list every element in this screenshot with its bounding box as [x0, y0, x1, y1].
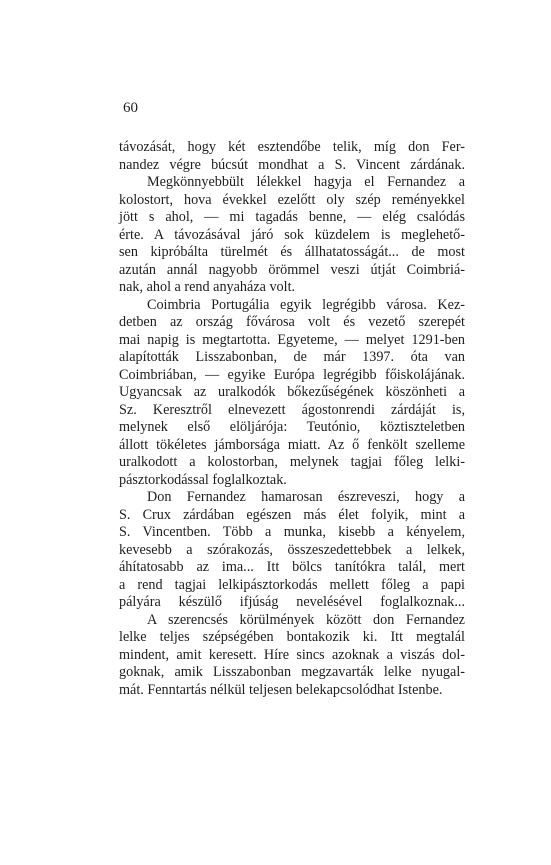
- text-line: uralkodott a kolostorban, melynek tagjai főleg lelki-: [119, 454, 465, 470]
- text-line: áhítatosabb az ima... Itt bölcs tanítókra talál, mert: [119, 559, 465, 575]
- text-line: kevesebb a szórakozás, összeszedettebbek a lelkek,: [119, 541, 465, 558]
- text-line: a rend tagjai lelkipásztorkodás mellett főleg a papi: [119, 576, 465, 593]
- text-line: mát. Fenntartás nélkül teljesen belekapcsolódhat Istenbe.: [119, 681, 443, 698]
- text-line: jött s ahol, — mi tagadás benne, — elég csalódás: [119, 209, 465, 225]
- text-line: S. Vincentben. Több a munka, kisebb a kényelem,: [119, 524, 465, 540]
- text-line: kolostort, hova évekkel ezelőtt oly szép reményekkel: [119, 191, 465, 208]
- text-line: érte. A távozásával járó sok küzdelem is meglehető-: [119, 226, 465, 243]
- text-line: mai napig is megtartotta. Egyeteme, — melyet 1291-ben: [119, 331, 465, 348]
- text-line: goknak, amik Lisszabonban megzavarták lelke nyugal-: [119, 664, 465, 680]
- text-line: állott tökéletes jámborsága miatt. Az ő fenkölt szelleme: [119, 436, 465, 453]
- text-line: mindent, amit keresett. Híre sincs azoknak a viszás dol-: [119, 646, 465, 663]
- text-line: S. Crux zárdában egészen más élet folyik, mint a: [119, 506, 465, 523]
- body-text: [119, 139, 465, 699]
- text-line: Megkönnyebbült lélekkel hagyja el Fernandez a: [147, 174, 465, 190]
- text-line: pásztorkodással foglalkoztak.: [119, 471, 287, 488]
- text-line: Don Fernandez hamarosan észreveszi, hogy a: [147, 489, 465, 505]
- text-line: A szerencsés körülmények között don Fernandez: [147, 611, 465, 628]
- text-line: alapították Lisszabonban, de már 1397. óta van: [119, 349, 465, 365]
- text-line: pályára készülő ifjúság nevelésével foglalkoznak...: [119, 594, 465, 610]
- text-line: nandez végre búcsút mondhat a S. Vincent zárdának.: [119, 156, 465, 173]
- text-line: lelke teljes szépségében bontakozik ki. Itt megtalál: [119, 629, 465, 645]
- text-line: távozását, hogy két esztendőbe telik, míg don Fer-: [119, 139, 465, 155]
- text-line: Coimbriában, — egyike Európa legrégibb főiskolájának.: [119, 366, 465, 383]
- text-line: Sz. Keresztről elnevezett ágostonrendi zárdáját is,: [119, 401, 465, 418]
- text-line: nak, ahol a rend anyaháza volt.: [119, 279, 296, 295]
- text-line: detben az ország fővárosa volt és vezető szerepét: [119, 314, 465, 330]
- page-number: 60: [123, 100, 138, 116]
- text-line: Ugyancsak az uralkodók bőkezűségének köszönheti a: [119, 384, 465, 400]
- text-line: melynek első elöljárója: Teutónio, köztiszteletben: [119, 419, 465, 435]
- text-line: Coimbria Portugália egyik legrégibb városa. Kez-: [147, 296, 465, 313]
- text-line: sen kipróbálta türelmét és állhatatosságát... de most: [119, 244, 465, 260]
- text-line: azután annál nagyobb örömmel veszi útját Coimbriá-: [119, 261, 465, 278]
